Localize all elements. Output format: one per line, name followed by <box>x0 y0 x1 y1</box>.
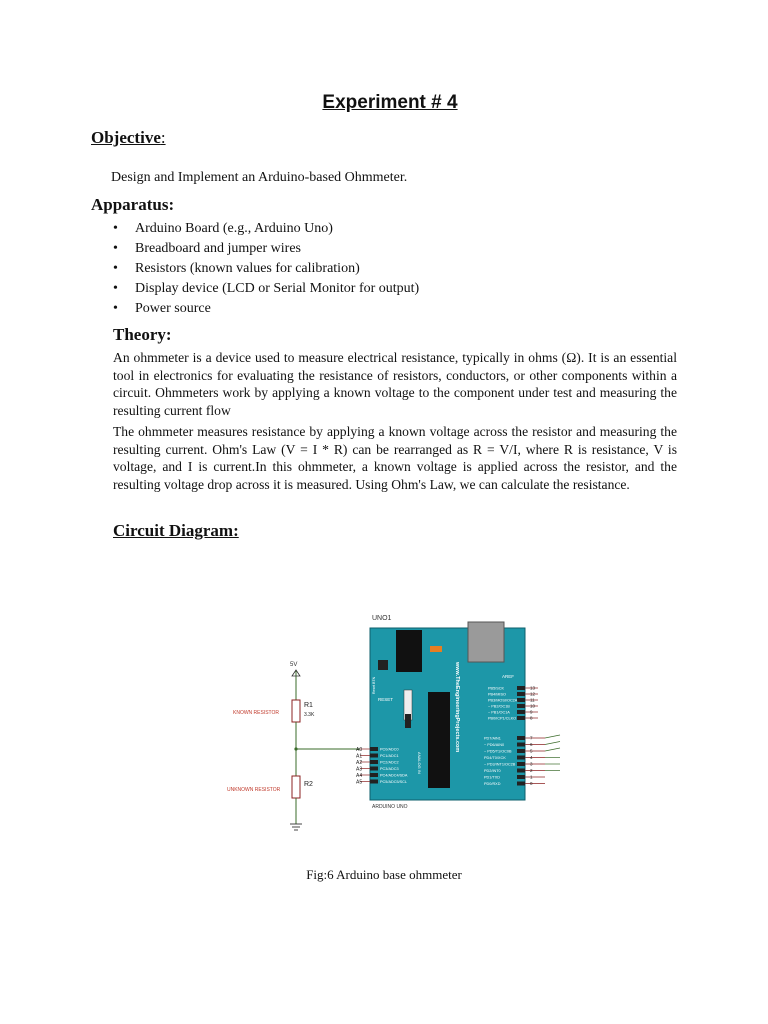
digital-port-label: ~ PD6/AIN0 <box>484 743 505 747</box>
r1-value: 3.3K <box>304 712 315 718</box>
analog-pin-label: A4 <box>356 772 363 779</box>
usb-connector <box>468 622 504 662</box>
digital-port-label: PB5/SCK <box>488 686 505 691</box>
digital-port-label: PD4/T0/XCK <box>484 756 506 760</box>
theory-paragraph-2: The ohmmeter measures resistance by applying a known voltage across the resistor and measuring the resulting current. Ohm's Law (V = I * R) can be rearranged as R = V/I, where R is resistance, V is voltage, and I is current.In this ohmmeter, a known voltage is applied across the resistor, and the resulting voltage drop across it is measured. Using Ohm's Law, we can calculate the resistance. <box>113 424 677 492</box>
apparatus-heading: Apparatus: <box>91 195 175 214</box>
digital-pin <box>517 775 525 779</box>
analog-pin <box>370 747 378 751</box>
digital-port-label: PD2/INT0 <box>484 769 501 773</box>
aref-label: AREF <box>502 674 515 679</box>
r1-label: R1 <box>304 702 313 709</box>
digital-pin-number: 1 <box>530 774 533 780</box>
analog-in-label: ANALOG IN <box>417 752 422 774</box>
digital-pin-number: 11 <box>530 697 535 703</box>
unknown-resistor-label: UNKNOWN RESISTOR <box>227 787 281 793</box>
digital-port-label: PD1/TXD <box>484 775 501 780</box>
analog-port-label: PC4/ADC4/SDA <box>380 773 408 778</box>
digital-pin <box>517 743 525 747</box>
digital-pin-number: 9 <box>530 709 533 715</box>
digital-port-label: PB0/ICP1/CLKO <box>488 716 517 721</box>
board-name-label: ARDUINO UNO <box>372 804 408 810</box>
digital-port-label: ~ PB2/OC1B <box>488 704 510 709</box>
analog-pin-label: A0 <box>356 746 363 753</box>
digital-pin <box>517 716 525 720</box>
digital-pin <box>517 698 525 702</box>
reset-label: RESET <box>378 697 394 702</box>
digital-pin-number: 8 <box>530 715 533 721</box>
list-item: • Display device (LCD or Serial Monitor for output) <box>113 280 419 300</box>
page-title: Experiment # 4 <box>322 92 458 113</box>
digital-pin-number: 13 <box>530 685 536 691</box>
objective-text: Design and Implement an Arduino-based Ohmmeter. <box>111 170 408 185</box>
digital-pin <box>517 749 525 753</box>
ground-icon <box>290 824 302 830</box>
digital-pin-number: 0 <box>530 781 533 787</box>
analog-port-label: PC0/ADC0 <box>380 747 399 752</box>
r2-label: R2 <box>304 781 313 788</box>
list-item: • Resistors (known values for calibration) <box>113 260 419 280</box>
digital-pin <box>517 762 525 766</box>
digital-pin-number: 10 <box>530 703 536 709</box>
analog-pin-label: A5 <box>356 779 363 786</box>
analog-port-label: PC3/ADC3 <box>380 767 399 771</box>
analog-port-label: PC5/ADC5/SCL <box>380 780 408 784</box>
digital-port-label: ~ PB1/OC1A <box>488 710 510 715</box>
digital-pin-number: 2 <box>530 768 533 774</box>
reset-btn-label: Reset BTN <box>372 676 376 694</box>
analog-pin-label: A3 <box>356 766 363 773</box>
digital-pin-number: 7 <box>530 735 533 741</box>
microcontroller-chip <box>428 692 450 788</box>
analog-pin-label: A1 <box>356 753 363 760</box>
known-resistor-label: KNOWN RESISTOR <box>233 710 280 716</box>
digital-pin <box>517 704 525 708</box>
digital-port-label: PD0/RXD <box>484 782 501 786</box>
list-item: • Arduino Board (e.g., Arduino Uno) <box>113 220 419 240</box>
analog-pin <box>370 773 378 777</box>
digital-pin <box>517 710 525 714</box>
digital-port-label: PD7/AIN1 <box>484 736 501 741</box>
digital-pin-number: 12 <box>530 691 536 697</box>
board-ref-label: UNO1 <box>372 615 392 622</box>
objective-heading: Objective: <box>91 128 166 147</box>
digital-pin-lead <box>545 735 560 738</box>
digital-port-label: PB4/MISO <box>488 692 506 697</box>
digital-pin <box>517 769 525 773</box>
digital-pin <box>517 756 525 760</box>
digital-pin-lead <box>545 748 560 751</box>
resistor-r1 <box>292 700 300 722</box>
theory-heading: Theory: <box>113 325 172 344</box>
analog-pin <box>370 767 378 771</box>
analog-port-label: PC2/ADC2 <box>380 760 399 765</box>
digital-pin-number: 3 <box>530 761 533 767</box>
digital-port-label: ~ PD5/T1/OC0B <box>484 749 512 754</box>
list-item: • Power source <box>113 300 419 320</box>
digital-pin-number: 6 <box>530 742 533 748</box>
analog-port-label: PC1/ADC1 <box>380 754 399 758</box>
digital-pin <box>517 736 525 740</box>
digital-pin <box>517 686 525 690</box>
digital-pin-number: 4 <box>530 755 533 761</box>
list-item: • Breadboard and jumper wires <box>113 240 419 260</box>
website-label: www.TheEngineeringProjects.com <box>454 662 460 753</box>
power-jack <box>396 630 422 672</box>
analog-pin <box>370 754 378 758</box>
digital-pin <box>517 692 525 696</box>
supply-label: 5V <box>290 662 298 668</box>
circuit-heading: Circuit Diagram: <box>113 521 239 540</box>
reset-button <box>378 660 388 670</box>
figure-caption: Fig:6 Arduino base ohmmeter <box>306 867 462 882</box>
digital-pin <box>517 782 525 786</box>
analog-pin-label: A2 <box>356 759 363 766</box>
digital-pin-number: 5 <box>530 748 533 754</box>
resistor-r2 <box>292 776 300 798</box>
digital-port-label: PB3/MOSI/OC2A <box>488 698 518 703</box>
analog-pin <box>370 780 378 784</box>
digital-port-label: ~ PD3/INT1/OC2B <box>484 762 516 767</box>
analog-pin <box>370 760 378 764</box>
digital-pin-lead <box>545 742 560 745</box>
theory-paragraph-1: An ohmmeter is a device used to measure electrical resistance, typically in ohms (Ω). It is an essential tool in electronics for evaluating the resistance of resistors, conductors, or other components within a circuit. Ohmmeters work by applying a known voltage to the component under test and measuring the resulting current flow <box>113 350 677 418</box>
